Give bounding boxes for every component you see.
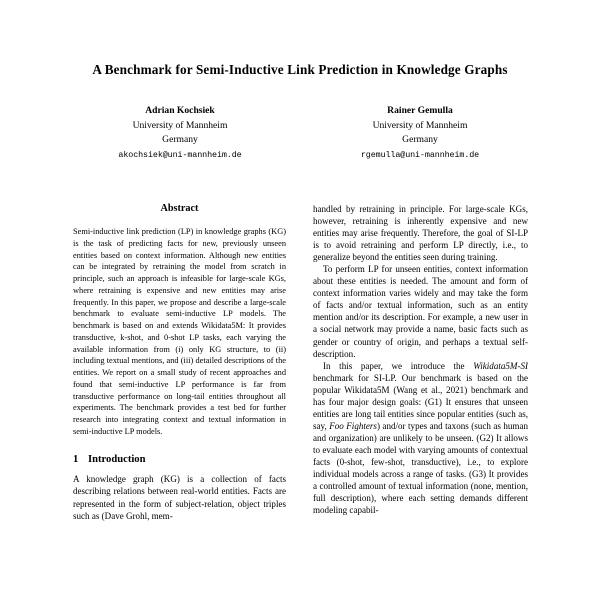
- right-column: [313, 203, 528, 600]
- right-paragraph-3: [313, 360, 528, 517]
- left-column: [73, 203, 286, 600]
- author-email[interactable]: akochsiek@uni-mannheim.de: [118, 149, 242, 160]
- entity-example-italic: Foo Fighters: [329, 420, 377, 431]
- section-title: Introduction: [88, 454, 146, 465]
- body-columns: [0, 203, 600, 600]
- author-affiliation: University of Mannheim: [372, 119, 468, 131]
- author-country: Germany: [162, 134, 198, 146]
- introduction-paragraph: A knowledge graph (KG) is a collection of facts describing relations between real-world entities. Facts are represented in the form of subject-relation, object triples such as (Dave Grohl, mem-: [73, 474, 286, 522]
- section-heading-introduction: [73, 454, 286, 466]
- right-paragraph-2: To perform LP for unseen entities, context information about these entities is needed. The amount and form of context information varies widely and may take the form of facts and/or textual information, such as an entity mention and/or its description. For example, a new user in a social network may provide a name, basic facts such as gender or country of origin, and perhaps a textual self-description.: [313, 264, 528, 359]
- section-number: 1: [73, 454, 79, 465]
- author-list: [60, 104, 540, 162]
- author-block: [300, 104, 540, 162]
- page-title: A Benchmark for Semi-Inductive Link Prediction in Knowledge Graphs: [92, 62, 508, 77]
- author-name: Rainer Gemulla: [387, 105, 453, 116]
- benchmark-name-italic: Wikidata5M-SI: [473, 360, 528, 371]
- author-name: Adrian Kochsiek: [145, 105, 215, 116]
- text-run: ) and/or types and taxons (such as human and organization) are unlikely to be unseen. (G2) It allows to evaluate each model with varying amounts of contextual facts (0-shot, few-shot, transductive), i.e., to explore individual models across a range of tasks. (G3) It provides a controlled amount of textual information (none, mention, full description), where each setting demands different modeling capabil-: [313, 420, 528, 516]
- author-email[interactable]: rgemulla@uni-mannheim.de: [360, 149, 480, 160]
- author-country: Germany: [402, 134, 438, 146]
- abstract-text: Semi-inductive link prediction (LP) in knowledge graphs (KG) is the task of predicting facts for new, previously unseen entities based on context information. Although new entities can be integrated by retraining the model from scratch in principle, such an approach is infeasible for large-scale KGs, where retraining is expensive and new entities may arise frequently. In this paper, we propose and describe a large-scale benchmark to evaluate semi-inductive LP models. The benchmark is based on and extends Wikidata5M: It provides transductive, k-shot, and 0-shot LP tasks, each varying the available information from (i) only KG structure, to (ii) including textual mentions, and (iii) detailed descriptions of the entities. We report on a small study of recent approaches and found that semi-inductive LP performance is far from transductive performance on long-tail entities throughout all experiments. The benchmark provides a test bed for further research into integrating context and textual information in semi-inductive LP models.: [73, 227, 286, 436]
- abstract-heading: Abstract: [160, 203, 199, 214]
- text-run: In this paper, we introduce the: [323, 360, 474, 371]
- author-block: [60, 104, 300, 162]
- author-affiliation: University of Mannheim: [132, 119, 228, 131]
- right-paragraph-1: handled by retraining in principle. For large-scale KGs, however, retraining is inherently expensive and new entities may arise frequently. Therefore, the goal of SI-LP is to avoid retraining and perform LP directly, i.e., to generalize beyond the entities seen during training.: [313, 204, 528, 263]
- text-run: benchmark for SI-LP. Our benchmark is based on the popular Wikidata5M (Wang et al., 2021) benchmark and has four major design goals: (G1) It ensures that unseen entities are long tail entities since popular entities (such as, say,: [313, 372, 528, 431]
